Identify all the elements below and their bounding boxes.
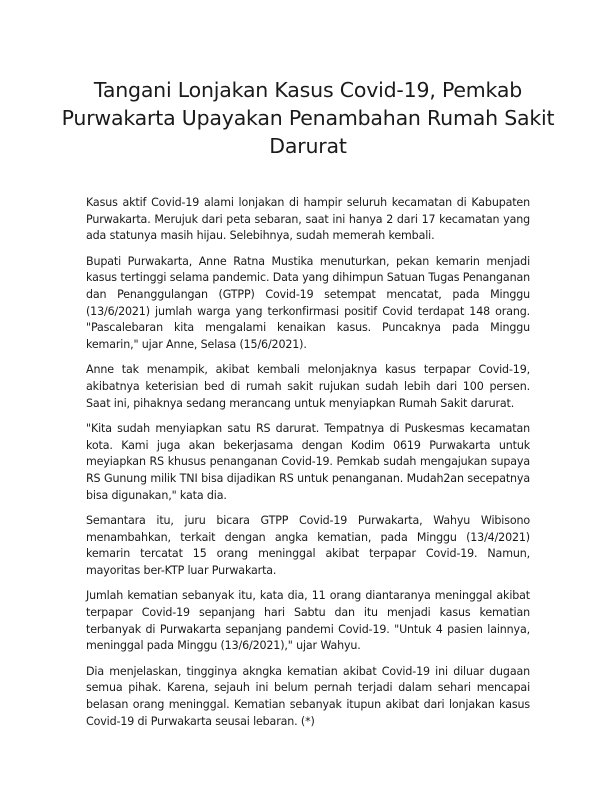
article-paragraph-1: Kasus aktif Covid-19 alami lonjakan di hampir seluruh kecamatan di Kabupaten Purwakarta. Merujuk dari peta sebaran, saat ini hanya 2 dari 17 kecamatan yang ada statunya masih hijau. Selebihnya, sudah memerah kembali. [86,196,530,243]
article-paragraph-3: Anne tak menampik, akibat kembali melonjaknya kasus terpapar Covid-19, akibatnya keterisian bed di rumah sakit rujukan sudah lebih dari 100 persen. Saat ini, pihaknya sedang merancang untuk menyiapkan Rumah Sakit darurat. [86,363,530,410]
article-paragraph-5: Semantara itu, juru bicara GTPP Covid-19 Purwakarta, Wahyu Wibisono menambahkan, terkait dengan angka kematian, pada Minggu (13/4/2021) kemarin tercatat 15 orang meninggal akibat terpapar Covid-19. Namun, mayoritas ber-KTP luar Purwakarta. [86,514,530,577]
article-paragraph-4: "Kita sudah menyiapkan satu RS darurat. Tempatnya di Puskesmas kecamatan kota. Kami juga akan bekerjasama dengan Kodim 0619 Purwakarta untuk meyiapkan RS khusus penanganan Covid-19. Pemkab sudah mengajukan supaya RS Gunung milik TNI bisa dijadikan RS untuk penanganan. Mudah2an secepatnya bisa digunakan," kata dia. [86,422,530,502]
article-title: Tangani Lonjakan Kasus Covid-19, Pemkab Purwakarta Upayakan Penambahan Rumah Sakit Darurat [61,78,555,158]
article-body [86,195,530,739]
article-paragraph-6: Jumlah kematian sebanyak itu, kata dia, 11 orang diantaranya meninggal akibat terpapar Covid-19 sepanjang hari Sabtu dan itu menjadi kasus kematian terbanyak di Purwakarta sepanjang pandemi Covid-19. "Untuk 4 pasien lainnya, meninggal pada Minggu (13/6/2021)," ujar Wahyu. [86,589,530,653]
article-paragraph-2: Bupati Purwakarta, Anne Ratna Mustika menuturkan, pekan kemarin menjadi kasus tertinggi selama pandemic. Data yang dihimpun Satuan Tugas Penanganan dan Penanggulangan (GTPP) Covid-19 setempat mencatat, pada Minggu (13/6/2021) jumlah warga yang terkonfirmasi positif Covid terdapat 148 orang. "Pascalebaran kita mengalami kenaikan kasus. Puncaknya pada Minggu kemarin," ujar Anne, Selasa (15/6/2021). [86,254,530,351]
article-paragraph-7: Dia menjelaskan, tingginya akngka kematian akibat Covid-19 ini diluar dugaan semua pihak. Karena, sejauh ini belum pernah terjadi dalam sehari mencapai belasan orang meninggal. Kematian sebanyak itupun akibat dari lonjakan kasus Covid-19 di Purwakarta seusai lebaran. (*) [86,664,530,728]
